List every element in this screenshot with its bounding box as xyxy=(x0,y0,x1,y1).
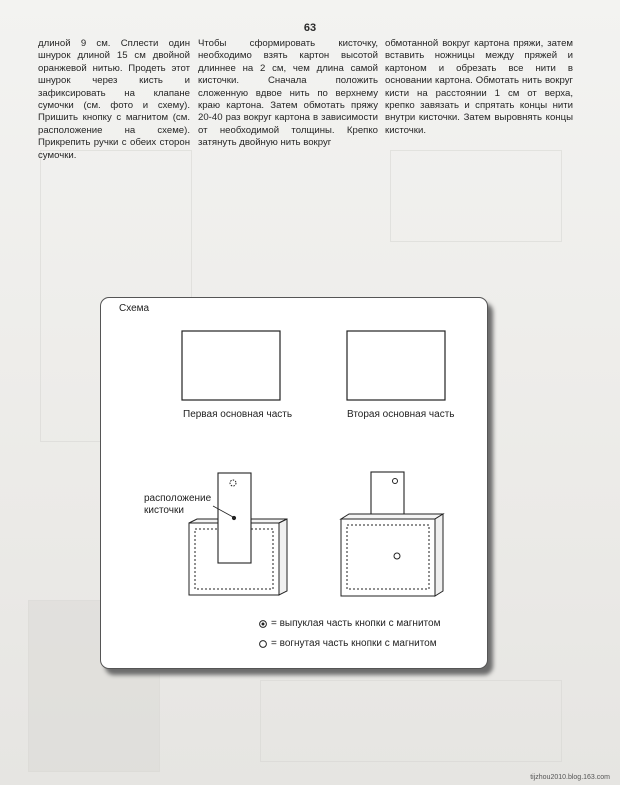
diagram-drawing xyxy=(101,298,487,668)
tassel-location-label-line1: расположение xyxy=(144,493,212,504)
legend-convex-text: = выпуклая часть кнопки с магнитом xyxy=(271,618,441,629)
legend-concave-text: = вогнутая часть кнопки с магнитом xyxy=(271,638,437,649)
showthrough-box-right xyxy=(390,150,562,242)
text-column-2: Чтобы сформировать кисточку, необходимо взять картон высотой длиннее на 2 см, чем длина самой кисточки. Сначала положить сложенную вдвое нить по верхнему краю картона. Затем обмотать пряжу 20-40 раз вокруг картона в зависимости от необходимой толщины. Крепко затянуть двойную нить вокруг xyxy=(198,38,378,149)
diagram-panel xyxy=(100,297,488,669)
bag-front-view xyxy=(189,473,287,595)
tassel-location-label-line2: кисточки xyxy=(144,505,184,516)
page-number: 63 xyxy=(303,22,317,34)
second-part-rectangle xyxy=(347,331,445,400)
first-part-rectangle xyxy=(182,331,280,400)
text-column-1: длиной 9 см. Сплести один шнурок длиной 15 см двойной оранжевой нитью. Продеть этот шнурок через кисть и зафиксировать на клапане сумочки (см. фото и схему). Пришить кнопку с магнитом (см. расположение на схеме). Прикрепить ручки с обеих сторон сумочки. xyxy=(38,38,190,161)
showthrough-grid-bottom xyxy=(260,680,562,762)
bag-back-view xyxy=(341,472,443,596)
first-part-label: Первая основная часть xyxy=(183,409,293,420)
second-part-label: Вторая основная часть xyxy=(347,409,455,420)
legend-symbols xyxy=(260,621,267,648)
diagram-title: Схема xyxy=(119,303,150,314)
text-column-3: обмотанной вокруг картона пряжи, затем вставить ножницы между пряжей и картоном и обрезать все нити в основании картона. Обмотать нить вокруг кисти на расстоянии 1 см от верха, крепко завязать и спрятать концы нити внутри кисточки. Затем выровнять концы кисточки. xyxy=(385,38,573,136)
footer-watermark: tijzhou2010.blog.163.com xyxy=(530,774,610,781)
